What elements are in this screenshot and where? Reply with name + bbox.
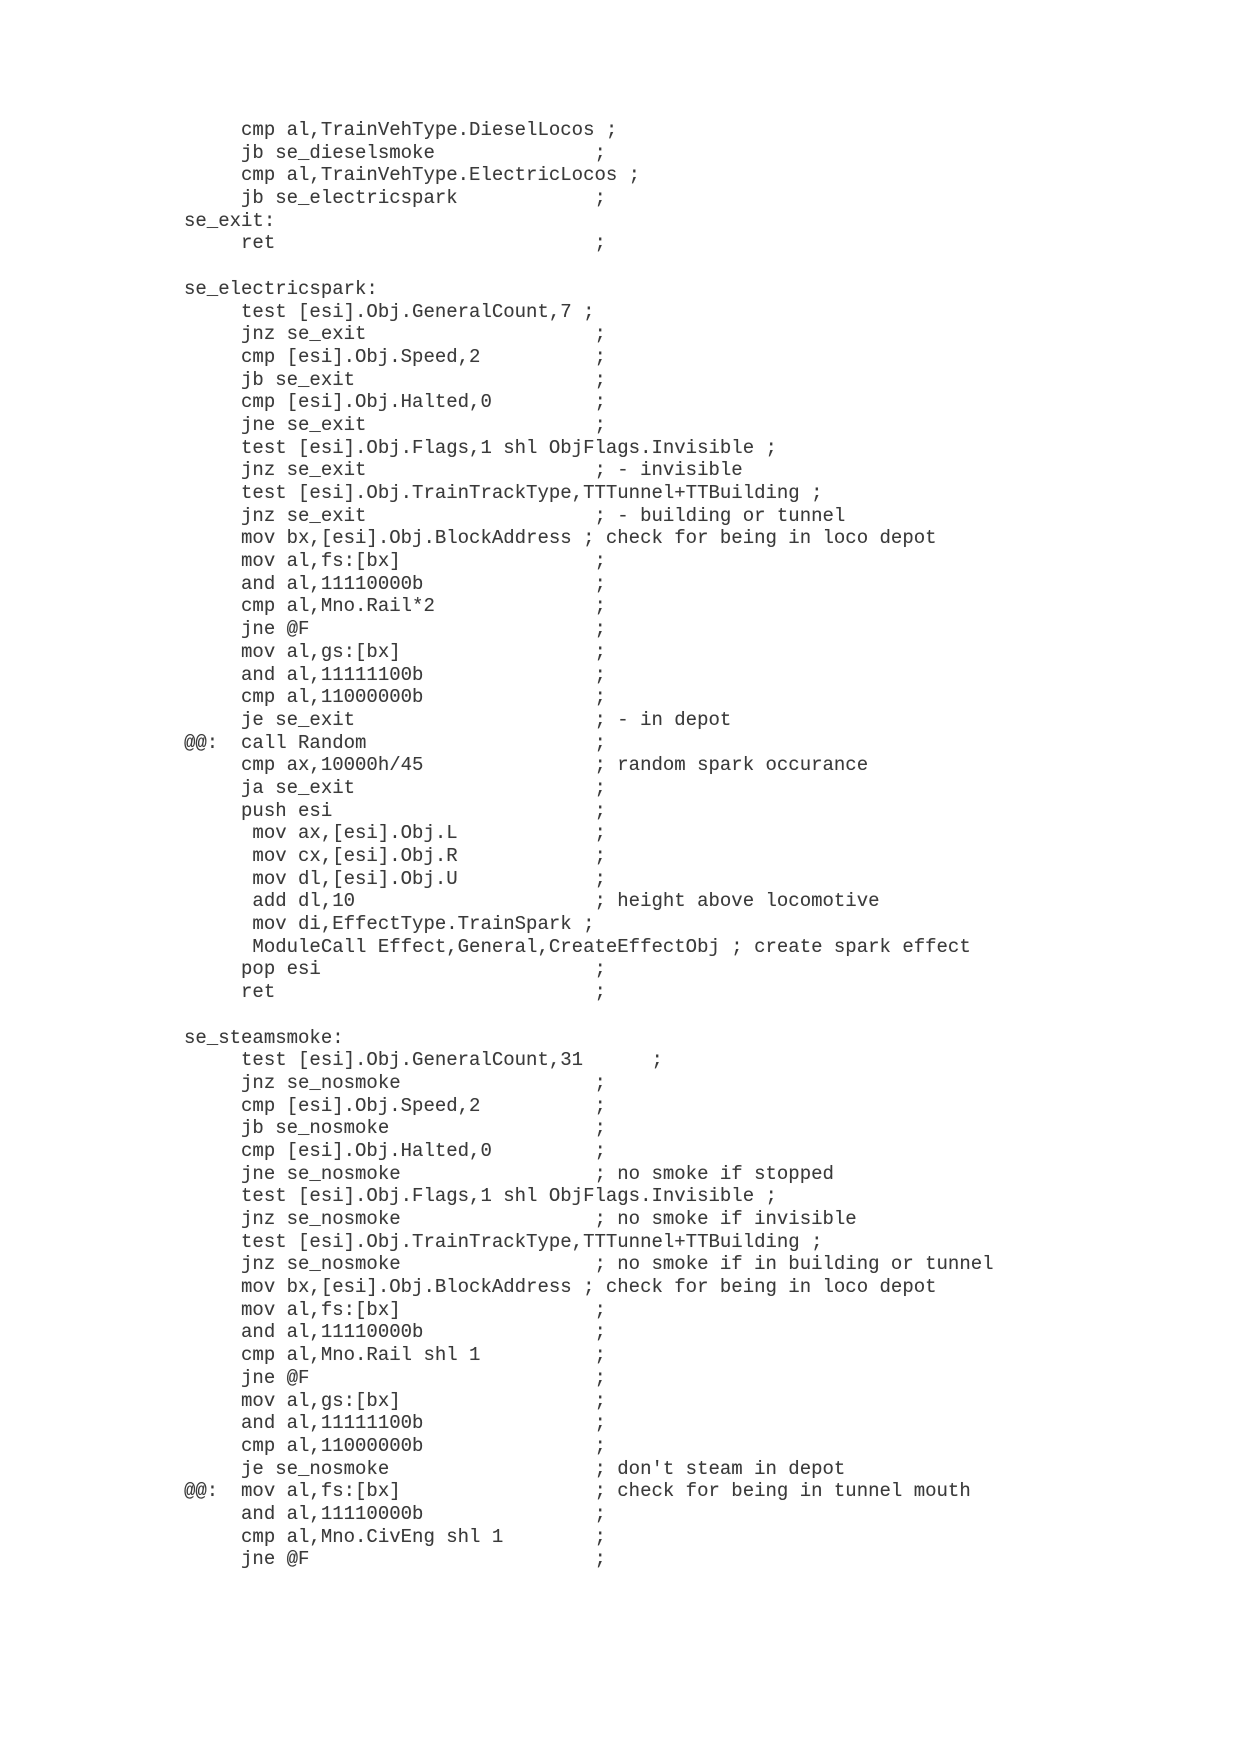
code-line: se_exit: [184,209,276,232]
code-line: cmp al,TrainVehType.ElectricLocos ; [184,164,641,187]
code-line: jnz se_nosmoke ; no smoke if invisible [184,1208,857,1230]
code-line: cmp al,11000000b ; [184,1434,606,1457]
code-line: and al,11111100b ; [184,1412,606,1435]
code-line: jnz se_exit ; [184,323,606,346]
code-line: jne se_exit ; [184,413,606,436]
code-line: mov al,fs:[bx] ; [184,550,606,573]
code-line: je se_exit ; - in depot [184,708,732,731]
code-line: ModuleCall Effect,General,CreateEffectObj ; create spark effect [184,935,971,958]
code-line: jne @F ; [184,1366,606,1389]
code-line: push esi ; [184,799,606,822]
code-line: ret ; [184,232,606,255]
code-line: cmp ax,10000h/45 ; random spark occurance [184,754,869,777]
code-line: cmp al,Mno.Rail shl 1 ; [184,1344,606,1367]
code-line: jnz se_nosmoke ; no smoke if in building or tunnel [184,1253,994,1276]
code-line: jne se_nosmoke ; no smoke if stopped [184,1162,834,1185]
code-line [184,255,1221,278]
code-line: and al,11110000b ; [184,1321,606,1344]
code-line: cmp al,TrainVehType.DieselLocos ; [184,119,618,141]
code-line [184,1004,1221,1027]
code-line: cmp [esi].Obj.Halted,0 ; [184,391,606,414]
code-line: jb se_electricspark ; [184,187,606,210]
code-line: and al,11110000b ; [184,1502,606,1525]
code-line: ja se_exit ; [184,776,606,799]
code-line: @@: mov al,fs:[bx] ; check for being in tunnel mouth [184,1480,971,1503]
code-line: cmp al,Mno.Rail*2 ; [184,595,606,618]
code-line: and al,11110000b ; [184,572,606,595]
code-line: @@: call Random ; [184,731,606,754]
code-line: mov al,fs:[bx] ; [184,1298,606,1321]
code-line: se_steamsmoke: [184,1026,344,1049]
code-line: test [esi].Obj.Flags,1 shl ObjFlags.Invisible ; [184,1185,777,1208]
code-line: cmp al,11000000b ; [184,686,606,709]
code-line: jb se_dieselsmoke ; [184,141,606,164]
code-line: mov al,gs:[bx] ; [184,640,606,663]
code-line: cmp al,Mno.CivEng shl 1 ; [184,1525,606,1548]
code-line: cmp [esi].Obj.Halted,0 ; [184,1139,606,1162]
code-line: se_electricspark: [184,277,378,300]
code-line: je se_nosmoke ; don't steam in depot [184,1457,846,1480]
code-line: and al,11111100b ; [184,663,606,686]
code-line: mov bx,[esi].Obj.BlockAddress ; check for being in loco depot [184,527,937,550]
code-line: test [esi].Obj.GeneralCount,31 ; [184,1049,663,1072]
code-line: test [esi].Obj.TrainTrackType,TTTunnel+TTBuilding ; [184,1230,823,1253]
code-line: jnz se_nosmoke ; [184,1071,606,1094]
code-line: jne @F ; [184,1548,606,1571]
code-line: mov ax,[esi].Obj.L ; [184,822,606,845]
code-line: pop esi ; [184,958,606,981]
code-line: jne @F ; [184,618,606,641]
code-line: cmp [esi].Obj.Speed,2 ; [184,1094,606,1117]
code-line: jb se_nosmoke ; [184,1117,606,1140]
code-line: test [esi].Obj.Flags,1 shl ObjFlags.Invisible ; [184,436,777,459]
code-line: ret ; [184,981,606,1004]
code-line: mov di,EffectType.TrainSpark ; [184,913,595,936]
code-line: jnz se_exit ; - building or tunnel [184,504,846,527]
code-line: mov cx,[esi].Obj.R ; [184,845,606,867]
code-line: test [esi].Obj.TrainTrackType,TTTunnel+TTBuilding ; [184,482,823,504]
assembly-code-listing [184,119,1221,1571]
code-line: cmp [esi].Obj.Speed,2 ; [184,345,606,368]
code-line: mov dl,[esi].Obj.U ; [184,867,606,890]
code-line: mov al,gs:[bx] ; [184,1389,606,1412]
code-line: mov bx,[esi].Obj.BlockAddress ; check for being in loco depot [184,1276,937,1299]
code-line: jnz se_exit ; - invisible [184,459,743,482]
code-line: test [esi].Obj.GeneralCount,7 ; [184,300,595,323]
code-line: add dl,10 ; height above locomotive [184,890,880,913]
code-line: jb se_exit ; [184,368,606,391]
